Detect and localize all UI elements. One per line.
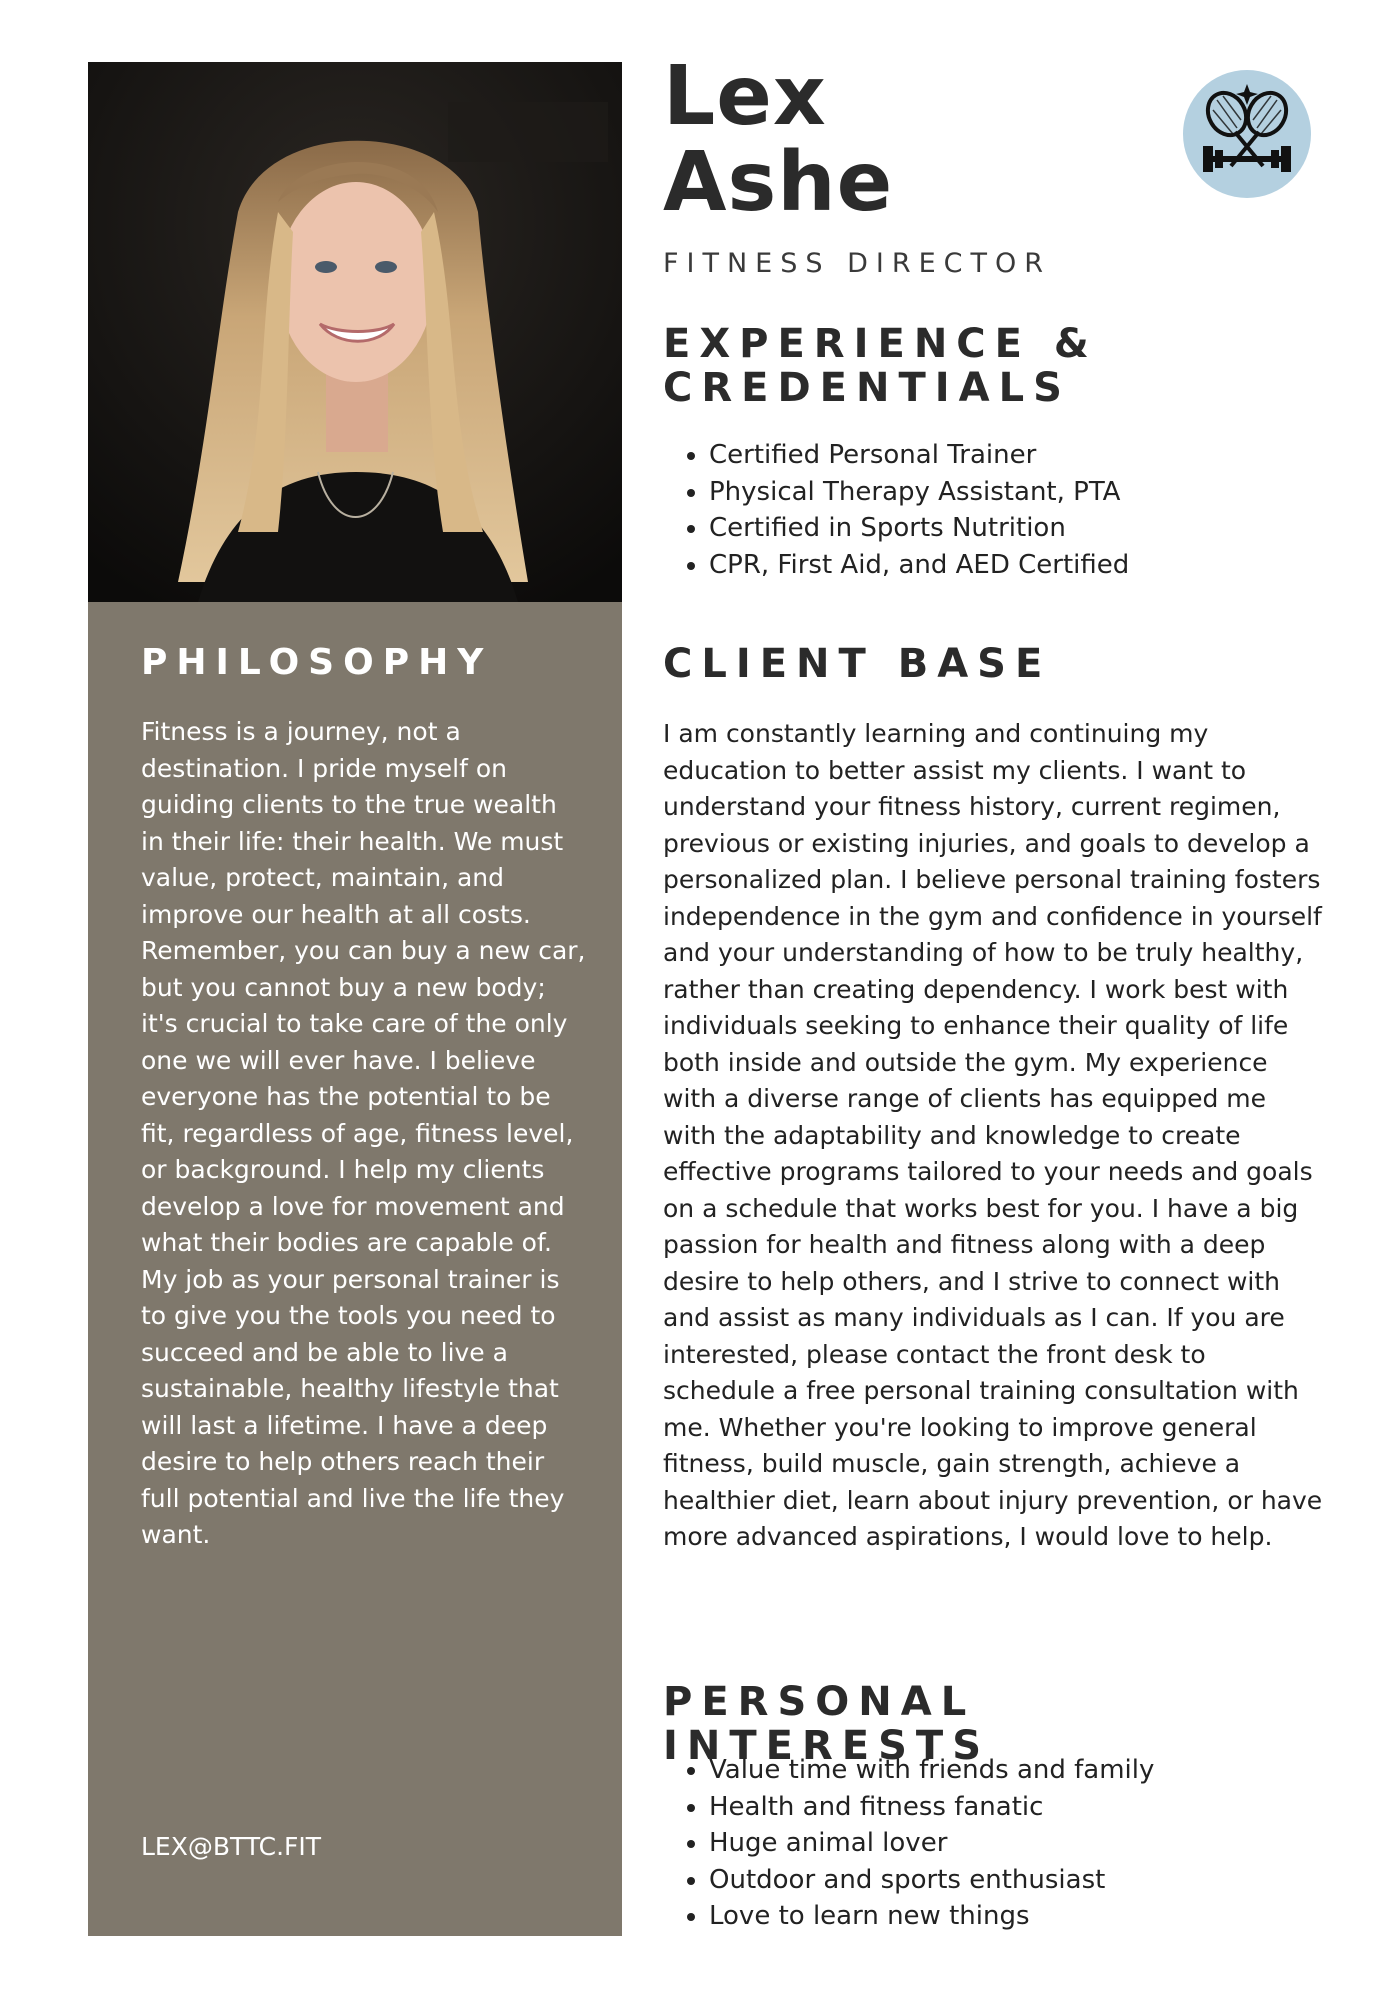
job-title: FITNESS DIRECTOR: [663, 248, 1052, 279]
list-item: • Health and fitness fanatic: [709, 1789, 1154, 1826]
interests-heading: PERSONAL INTERESTS: [663, 1679, 990, 1769]
interests-list: [663, 1752, 1154, 1935]
person-name: [663, 49, 894, 230]
list-item: • Value time with friends and family: [709, 1752, 1154, 1789]
list-item: • Outdoor and sports enthusiast: [709, 1862, 1154, 1899]
logo: [1183, 70, 1311, 198]
experience-heading: [663, 322, 1098, 410]
list-item: • Certified in Sports Nutrition: [709, 510, 1129, 547]
portrait-illustration: [88, 62, 622, 602]
tennis-rackets-barbell-icon: [1183, 70, 1311, 198]
experience-heading-line2: CREDENTIALS: [663, 365, 1071, 411]
sidebar: [88, 62, 622, 1936]
experience-heading-line1: EXPERIENCE &: [663, 321, 1098, 367]
email-link[interactable]: LEX@BTTC.FIT: [141, 1832, 322, 1861]
list-item: • Huge animal lover: [709, 1825, 1154, 1862]
first-name: Lex: [663, 49, 827, 144]
philosophy-text: Fitness is a journey, not a destination. I pride myself on guiding clients to the true wealth in their life: their health. We must value, protect, maintain, and improve our health at all costs. Remember, you can buy a new car, but you cannot buy a new body; it's crucial to take care of the only one we will ever have. I believe everyone has the potential to be fit, regardless of age, fitness level, or background. I help my clients develop a love for movement and what their bodies are capable of. My job as your personal trainer is to give you the tools you need to succeed and be able to live a sustainable, healthy lifestyle that will last a lifetime. I have a deep desire to help others reach their full potential and live the life they want.: [141, 717, 586, 1549]
client-base-text: I am constantly learning and continuing my education to better assist my clients. I want to understand your fitness history, current regimen, previous or existing injuries, and goals to develop a personalized plan. I believe personal training fosters independence in the gym and confidence in yourself and your understanding of how to be truly healthy, rather than creating dependency. I work best with individuals seeking to enhance their quality of life both inside and outside the gym. My experience with a diverse range of clients has equipped me with the adaptability and knowledge to create effective programs tailored to your needs and goals on a schedule that works best for you. I have a big passion for health and fitness along with a deep desire to help others, and I strive to connect with and assist as many individuals as I can. If you are interested, please contact the front desk to schedule a free personal training consultation with me. Whether you're looking to improve general fitness, build muscle, gain strength, achieve a healthier diet, learn about injury prevention, or have more advanced aspirations, I would love to help.: [663, 719, 1323, 1551]
list-item: • Certified Personal Trainer: [709, 437, 1129, 474]
last-name: Ashe: [663, 135, 894, 230]
list-item: • Physical Therapy Assistant, PTA: [709, 474, 1129, 511]
client-base-heading: CLIENT BASE: [663, 641, 1052, 687]
profile-photo: [88, 62, 622, 602]
philosophy-heading: PHILOSOPHY: [141, 642, 493, 683]
credentials-list: [663, 437, 1129, 583]
list-item: • CPR, First Aid, and AED Certified: [709, 547, 1129, 584]
list-item: • Love to learn new things: [709, 1898, 1154, 1935]
